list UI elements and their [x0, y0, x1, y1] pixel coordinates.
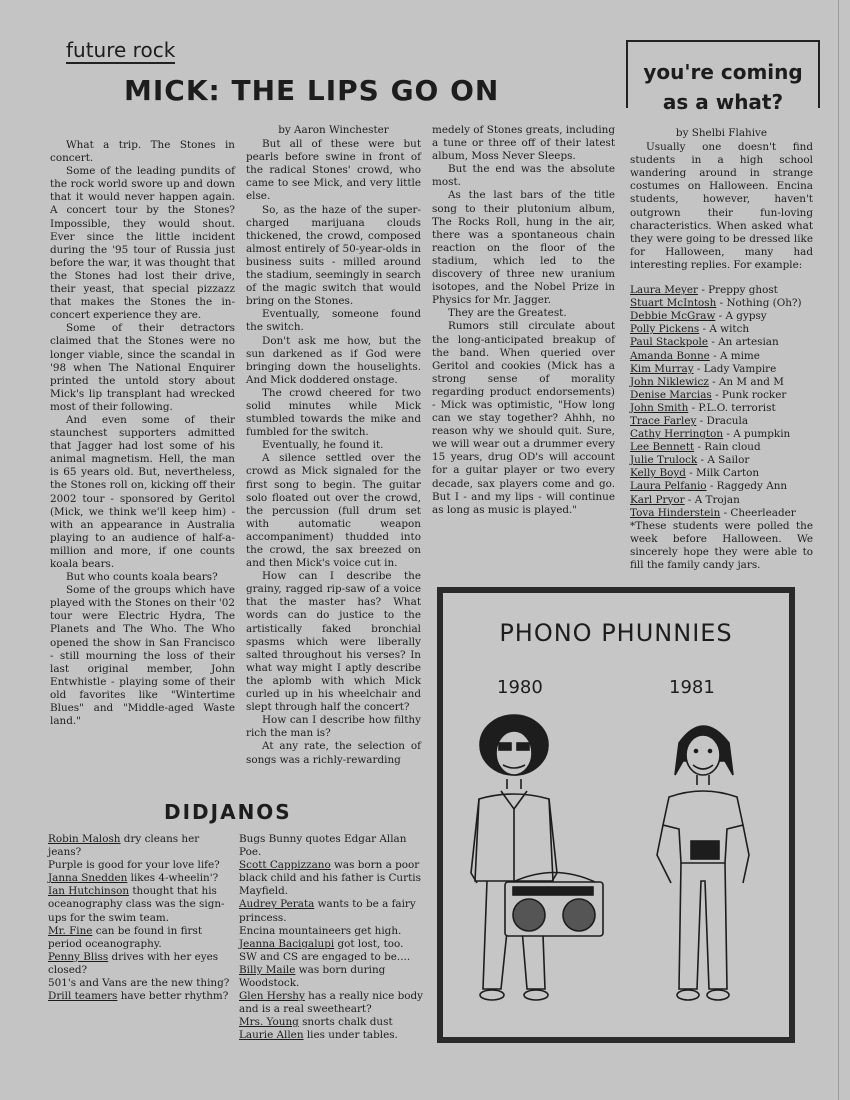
costume-description: - Dracula [696, 414, 749, 427]
costume-entry [630, 467, 813, 480]
didjanos-text: 501's and Vans are the new thing? [48, 977, 230, 990]
costume-description: - An artesian [708, 336, 779, 349]
paragraph: A silence settled over the crowd as Mick signaled for the first song to begin. The guitar solo floated out over the crowd, the percussion (full drum set with automatic weapon accompaniment) thudded into the crowd, the sax breezed on and then Mick's voice cut in. [246, 452, 421, 570]
cartoon-year-right: 1981 [669, 677, 715, 698]
didjanos-item [239, 1016, 425, 1029]
student-name: John Smith [630, 401, 689, 414]
costume-article-column [630, 127, 813, 572]
costume-description: - A witch [699, 323, 750, 336]
student-name: Karl Pryor [630, 493, 685, 506]
didjanos-text: Purple is good for your love life? [48, 859, 220, 872]
costume-description: - A Trojan [684, 493, 740, 506]
didjanos-item [48, 872, 230, 885]
didjanos-column-left [48, 833, 230, 1003]
didjanos-text: has a really nice body and is a real sweetheart? [239, 990, 424, 1016]
didjanos-item [239, 951, 425, 964]
paragraph: So, as the haze of the super-charged marijuana clouds thickened, the crowd, composed almost entirely of 50-year-olds in business suits - milled around the stadium, seemingly in search of the magic switch that would bring on the Stones. [246, 203, 421, 308]
figure-1981 [657, 726, 749, 1000]
costume-description: - Milk Carton [685, 467, 760, 480]
didjanos-text: likes 4-wheelin'? [127, 872, 219, 885]
costume-entry [630, 310, 813, 323]
didjanos-name: Mr. Fine [48, 924, 93, 937]
costume-entry [630, 336, 813, 349]
page-edge-line [838, 0, 839, 1100]
costume-description: - P.L.O. terrorist [688, 401, 776, 414]
didjanos-text: Bugs Bunny quotes Edgar Allan Poe. [239, 833, 407, 859]
paragraph: How can I describe how filthy rich the man is? [246, 714, 421, 740]
student-name: Julie Trulock [630, 454, 698, 467]
costume-intro: Usually one doesn't find students in a high school wandering around in strange costumes on Halloween. Encina students, however, haven't outgrown their fun-loving characteristics. When asked what they were going to be dressed like for Halloween, many had interesting replies. For example: [630, 141, 813, 271]
costume-entry [630, 494, 813, 507]
student-name: Lee Bennett [630, 441, 695, 454]
cartoon-year-left: 1980 [497, 677, 543, 698]
costume-list [630, 284, 813, 520]
student-name: Polly Pickens [630, 323, 700, 336]
didjanos-text: can be found in first period oceanography. [48, 924, 203, 950]
cartoon-title: PHONO PHUNNIES [499, 619, 733, 647]
paragraph: Some of the groups which have played with the Stones on their '02 tour were Electric Hydra, The Planets and The Who. The Who opened the show in San Francisco - still mourning the loss of their last original member, John Entwhistle - playing some of their old favorites like "Wintertime Blues" and "Middle-aged Waste land." [50, 584, 235, 728]
walkman-icon [691, 841, 719, 859]
paragraph: Eventually, he found it. [262, 439, 384, 452]
student-name: Kim Murray [630, 362, 694, 375]
costume-entry [630, 350, 813, 363]
costume-article-header-box [626, 40, 820, 114]
article-column-2 [246, 124, 421, 767]
student-name: Tova Hinderstein [630, 506, 721, 519]
didjanos-heading: DIDJANOS [164, 800, 292, 824]
didjanos-item [239, 833, 425, 859]
paragraph: medely of Stones greats, including a tune or three off of their latest album, Moss Never Sleeps. [432, 124, 615, 163]
costume-entry [630, 323, 813, 336]
costume-description: - A mime [709, 349, 760, 362]
didjanos-name: Jeanna Bacigalupi [239, 937, 335, 950]
paragraph: Some of the leading pundits of the rock world swore up and down that it would never happen again. A concert tour by the Stones? Impossible, they would shout. Ever since the little incident during the '95 tour of Russia just before the war, it was thought that the Stones had lost their drive, their yeast, that special pizzazz that makes the Stones the in-concert experience they are. [50, 165, 235, 322]
student-name: Cathy Herrington [630, 428, 724, 441]
section-kicker: future rock [66, 38, 176, 62]
costume-description: - Raggedy Ann [706, 480, 788, 493]
costume-description: - Lady Vampire [693, 362, 777, 375]
didjanos-name: Billy Maile [239, 963, 296, 976]
paragraph: But all of these were but pearls before swine in front of the radical Stones' crowd, who came to see Mick, and very little else. [246, 138, 421, 203]
paragraph: What a trip. The Stones in concert. [50, 139, 235, 165]
costume-entry [630, 363, 813, 376]
didjanos-text: have better rhythm? [117, 990, 229, 1003]
costume-entry [630, 284, 813, 297]
didjanos-name: Penny Bliss [48, 950, 109, 963]
costume-entry [630, 428, 813, 441]
costume-entry [630, 480, 813, 493]
paragraph: As the last bars of the title song to their plutonium album, The Rocks Roll, hung in the air, there was a spontaneous chain reaction on the floor of the stadium, which led to the discovery of three new uranium isotopes, and the Nobel Prize in Physics for Mr. Jagger. [432, 189, 615, 307]
costume-headline-line1: you're coming [643, 60, 803, 84]
student-name: Denise Marcias [630, 388, 712, 401]
costume-description: - Punk rocker [711, 388, 787, 401]
didjanos-text: wants to be a fairy princess. [239, 898, 416, 924]
costume-entry [630, 389, 813, 402]
didjanos-item [48, 833, 230, 859]
student-name: Trace Farley [630, 414, 697, 427]
costume-entry [630, 415, 813, 428]
article-column-3 [432, 124, 615, 517]
student-name: Debbie McGraw [630, 310, 716, 323]
didjanos-item [48, 977, 230, 990]
didjanos-text: dry cleans her jeans? [48, 833, 200, 859]
cartoon-box [437, 587, 795, 1043]
didjanos-name: Mrs. Young [239, 1016, 299, 1029]
figure-1980 [471, 715, 603, 1000]
costume-description: - Cheerleader [720, 506, 796, 519]
paragraph: But the end was the absolute most. [432, 163, 615, 189]
student-name: Amanda Bonne [630, 349, 710, 362]
costume-headline-line2: as a what? [662, 90, 784, 114]
paragraph: Rumors still circulate about the long-anticipated breakup of the band. When queried over Geritol and cookies (Mick has a strong sense of morality regarding product endorsements) - Mick was optimistic, "How long can we stay together? Ahhh, no reason why we should quit. Sure, we will wear out a drummer every 15 years, drug OD's will account for a guitar player or two every decade, sax players come and go. But I - and my lips - will continue as long as music is played." [432, 320, 615, 516]
didjanos-text: Encina mountaineers get high. [239, 924, 402, 937]
didjanos-text: was born a poor black child and his father is Curtis Mayfield. [239, 859, 421, 898]
didjanos-name: Drill teamers [48, 990, 118, 1003]
costume-description: - Preppy ghost [698, 284, 778, 297]
costume-description: - A gypsy [715, 310, 767, 323]
paragraph: At any rate, the selection of songs was a richly-rewarding [246, 740, 421, 766]
didjanos-item [48, 925, 230, 951]
cartoon-drawing [443, 593, 789, 1037]
didjanos-item [239, 898, 425, 924]
costume-entry [630, 441, 813, 454]
didjanos-name: Robin Malosh [48, 833, 121, 845]
paragraph: Don't ask me how, but the sun darkened as if God were bringing down the houselights. And Mick doddered onstage. [246, 334, 421, 386]
paragraph: The crowd cheered for two solid minutes while Mick stumbled towards the mike and fumbled for the switch. [246, 386, 421, 439]
paragraph: Some of their detractors claimed that the Stones were no longer viable, since the scandal in '98 when The National Enquirer printed the untold story about Mick's lip transplant had wrecked most of their following. [50, 322, 235, 413]
didjanos-text: snorts chalk dust [298, 1016, 393, 1029]
didjanos-text: drives with her eyes closed? [48, 950, 219, 976]
didjanos-column-right [239, 833, 425, 1043]
student-name: Kelly Boyd [630, 467, 686, 480]
didjanos-item [239, 859, 425, 898]
costume-description: - A pumpkin [723, 428, 791, 441]
article-headline: MICK: THE LIPS GO ON [124, 74, 500, 107]
student-name: Stuart McIntosh [630, 297, 717, 310]
costume-description: - Nothing (Oh?) [716, 297, 802, 310]
paragraph: How can I describe the grainy, ragged rip-saw of a voice that the master has? What words can do justice to the artistically faked bronchial spasms which were liberally salted throughout his verses? In what way might I aptly describe the aplomb with which Mick curled up in his wheelchair and slept through half the concert? [246, 570, 421, 714]
costume-entry [630, 376, 813, 389]
didjanos-name: Ian Hutchinson [48, 885, 130, 898]
costume-byline: by Shelbi Flahive [675, 127, 768, 139]
didjanos-text: was born during Woodstock. [239, 963, 386, 990]
student-name: Laura Meyer [630, 284, 699, 297]
didjanos-name: Glen Hershy [239, 990, 305, 1003]
costume-entry [630, 454, 813, 467]
didjanos-item [48, 859, 230, 872]
didjanos-text: SW and CS are engaged to be.... [239, 950, 411, 963]
student-name: Paul Stackpole [630, 336, 709, 349]
didjanos-item [239, 938, 425, 951]
costume-description: - A Sailor [697, 454, 750, 467]
article-byline: by Aaron Winchester [278, 124, 389, 136]
didjanos-item [239, 964, 425, 990]
student-name: John Niklewicz [630, 375, 709, 388]
didjanos-item [239, 1029, 425, 1042]
didjanos-text: got lost, too. [334, 937, 404, 950]
paragraph: Eventually, someone found the switch. [246, 308, 421, 334]
didjanos-item [239, 925, 425, 938]
costume-entry [630, 507, 813, 520]
didjanos-item [48, 885, 230, 924]
paragraph: They are the Greatest. [448, 307, 567, 320]
didjanos-item [239, 990, 425, 1016]
didjanos-name: Scott Cappizzano [239, 859, 331, 872]
paragraph: And even some of their staunchest supporters admitted that Jagger had lost some of his animal magnetism. Hell, the man is 65 years old. But, nevertheless, the Stones roll on, kicking off their 2002 tour - sponsored by Geritol (Mick, we think we'll keep him) - with an appearance in Australia playing to an audience of half-a-million and more, if one counts koala bears. [50, 413, 235, 570]
paragraph: But who counts koala bears? [66, 571, 218, 584]
costume-entry [630, 297, 813, 310]
costume-description: - Rain cloud [694, 441, 761, 454]
student-name: Laura Pelfanio [630, 480, 707, 493]
didjanos-text: lies under tables. [303, 1029, 398, 1042]
didjanos-text: thought that his oceanography class was the sign-ups for the swim team. [48, 885, 225, 924]
didjanos-name: Janna Snedden [48, 872, 128, 885]
costume-footnote: *These students were polled the week before Halloween. We sincerely hope they were able to fill the family candy jars. [630, 519, 813, 571]
didjanos-name: Audrey Perata [239, 898, 315, 911]
didjanos-item [48, 990, 230, 1003]
didjanos-item [48, 951, 230, 977]
costume-description: - An M and M [708, 375, 784, 388]
costume-entry [630, 402, 813, 415]
didjanos-name: Laurie Allen [239, 1029, 304, 1042]
article-column-1 [50, 139, 235, 728]
